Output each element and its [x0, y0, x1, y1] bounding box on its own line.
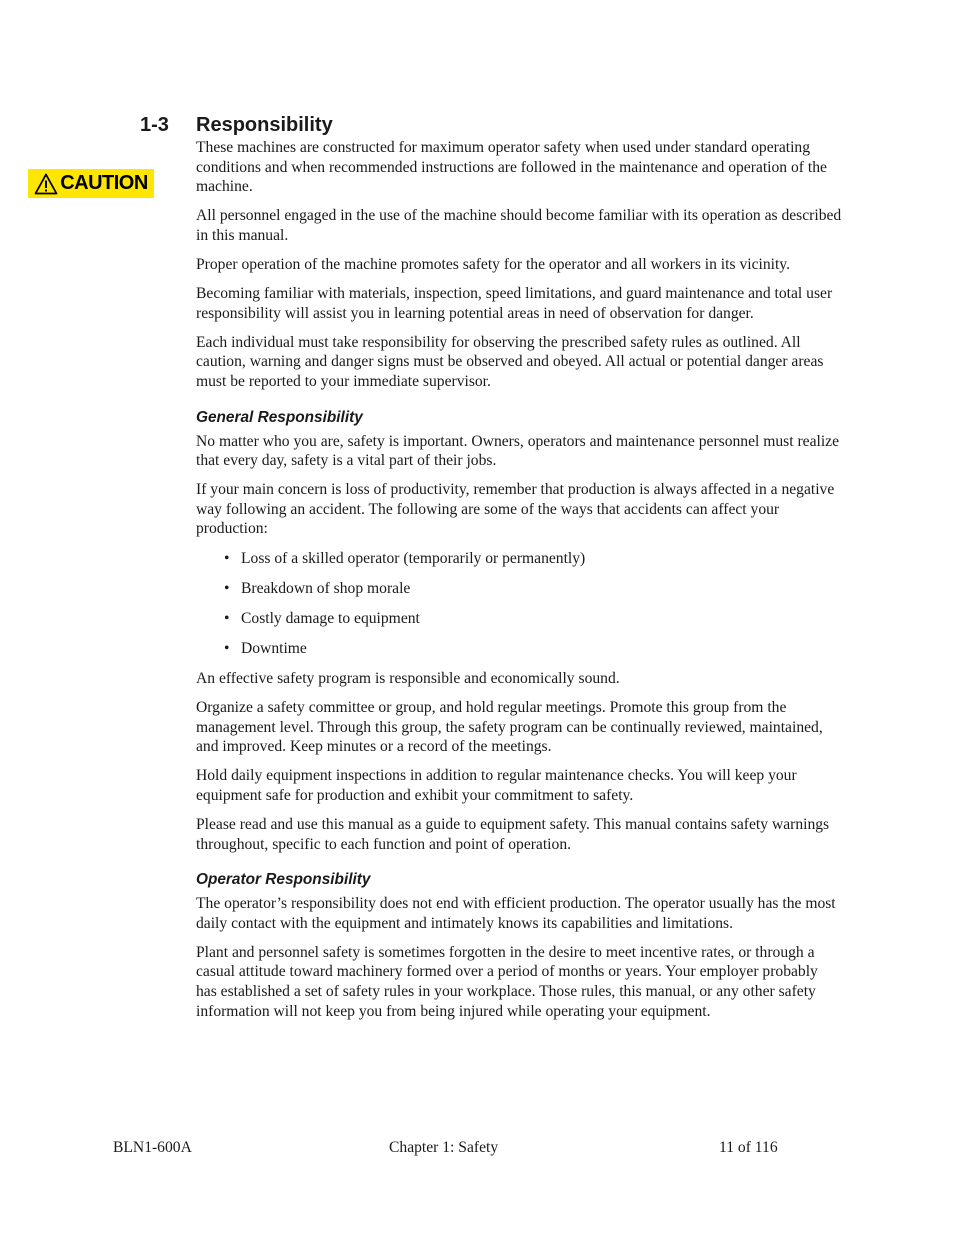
list-item-text: Costly damage to equipment [241, 609, 420, 627]
list-item [196, 549, 842, 569]
warning-triangle-icon [34, 173, 58, 195]
paragraph: If your main concern is loss of productivity, remember that production is always affected in a negative way following an accident. The following are some of the ways that accidents can affect your production: [196, 481, 835, 538]
general-responsibility-heading: General Responsibility [196, 408, 363, 426]
list-item [196, 609, 842, 629]
caution-label [28, 169, 154, 198]
list-item-text: Loss of a skilled operator (temporarily or permanently) [241, 549, 586, 567]
paragraph: Hold daily equipment inspections in addition to regular maintenance checks. You will keep your equipment safe for production and exhibit your commitment to safety. [196, 767, 797, 804]
paragraph: An effective safety program is responsible and economically sound. [196, 669, 620, 687]
section-title: Responsibility [196, 114, 333, 136]
paragraph: No matter who you are, safety is important. Owners, operators and maintenance personnel must realize that every day, safety is a vital part of their jobs. [196, 432, 840, 470]
bullet-list [196, 549, 842, 659]
paragraph: The operator’s responsibility does not end with efficient production. The operator usually has the most daily contact with the equipment and intimately knows its capabilities and limitations. [196, 895, 836, 932]
list-item [196, 639, 842, 659]
section-number: 1-3 [140, 114, 169, 136]
list-item-text: Downtime [241, 639, 307, 657]
list-item-text: Breakdown of shop morale [241, 579, 411, 597]
paragraph: Becoming familiar with materials, inspection, speed limitations, and guard maintenance and total user responsibility will assist you in learning potential areas in need of observation for danger. [196, 285, 833, 322]
footer-page-number: 11 of 116 [719, 1139, 778, 1156]
operator-responsibility-heading: Operator Responsibility [196, 871, 371, 889]
body-text [196, 138, 842, 1031]
bullet-icon: • [224, 579, 230, 597]
caution-text: CAUTION [60, 172, 148, 194]
bullet-icon: • [224, 609, 230, 627]
footer-chapter: Chapter 1: Safety [389, 1139, 499, 1156]
bullet-icon: • [224, 549, 230, 567]
bullet-icon: • [224, 639, 230, 657]
paragraph: Plant and personnel safety is sometimes forgotten in the desire to meet incentive rates, or through a casual attitude toward machinery formed over a period of months or years. Your employer probably has established a set of safety rules in your workplace. Those rules, this manual, or any other safety information will not keep you from being injured while operating your equipment. [196, 943, 818, 1020]
paragraph: Please read and use this manual as a guide to equipment safety. This manual contains safety warnings throughout, specific to each function and point of operation. [196, 815, 830, 853]
paragraph: Proper operation of the machine promotes safety for the operator and all workers in its vicinity. [196, 255, 790, 273]
paragraph: All personnel engaged in the use of the machine should become familiar with its operation as described in this manual. [196, 207, 842, 244]
paragraph: Organize a safety committee or group, and hold regular meetings. Promote this group from the management level. Through this group, the safety program can be continually reviewed, maintained, and improved. Keep minutes or a record of the meetings. [196, 698, 823, 756]
list-item [196, 579, 842, 599]
paragraph: Each individual must take responsibility for observing the prescribed safety rules as outlined. All caution, warning and danger signs must be observed and obeyed. All actual or potential danger areas must be reported to your immediate supervisor. [196, 333, 824, 390]
footer-doc-id: BLN1-600A [113, 1139, 192, 1156]
paragraph: These machines are constructed for maximum operator safety when used under standard operating conditions and when recommended instructions are followed in the maintenance and operation of the machine. [196, 139, 827, 196]
